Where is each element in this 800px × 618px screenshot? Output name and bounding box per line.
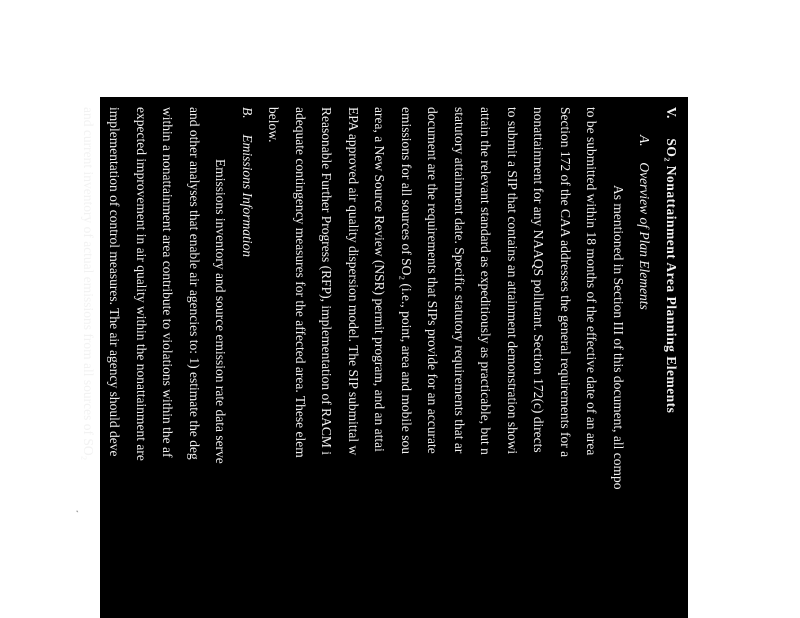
para2-line: and current inventory of actual emissions from all sources of SO₂ [81,107,96,461]
margin-mark: ’ [74,508,84,516]
subsection-b-letter: B. [240,107,255,119]
subsection-a-title: Overview of Plan Elements [637,162,653,310]
document-page [81,97,688,618]
subsection-a-letter: A. [637,135,653,147]
para1-line: Section 172 of the CAA addresses the general requirements for a [558,107,573,458]
section-heading [658,97,685,618]
para1-line: below. [266,107,282,143]
para1-line: area, a New Source Review (NSR) permit program, and an attai [372,107,388,452]
para1-line: emissions for all sources of SO₂ (i.e., point, area and mobile sou [399,107,414,455]
para1-line: document are the requirements that SIPs provide for an accurate [425,107,441,454]
para1-line: attain the relevant standard as expeditiously as practicable, but n [478,107,494,455]
section-number: V. [664,107,679,119]
para1-line: to be submitted within 18 months of the effective date of an area [584,107,600,456]
rotated-content [81,97,688,618]
para1-line: adequate contingency measures for the affected area. These elem [293,107,308,458]
para1-line: EPA approved air quality dispersion model. The SIP submittal w [346,107,361,456]
para2-line: within a nonattainment area contribute to violations within the af [160,107,176,458]
para1-line: Reasonable Further Progress (RFP), implementation of RACM i [319,107,335,455]
para2-line: Emissions inventory and source emission rate data serve [213,159,229,464]
para1-line: to submit a SIP that contains an attainment demonstration showi [505,107,520,455]
para1-line: As mentioned in Section III of this document, all compo [611,185,626,490]
subsection-b-title: Emissions Information [240,134,255,258]
para2-line: implementation of control measures. The air agency should deve [107,107,123,457]
subsection-a-heading [631,97,658,618]
para2-line: expected improvement in air quality within the nonattainment are [134,107,149,461]
para1-line: nonattainment for any NAAQS pollutant. Section 172(c) directs [531,107,547,453]
scanned-page [81,97,688,618]
section-title: SO₂ Nonattainment Area Planning Elements [664,138,679,414]
subsection-b-heading [234,97,261,618]
para2-line: and other analyses that enable air agencies to: 1) estimate the deg [187,107,202,460]
para1-line: statutory attainment date. Specific statutory requirements that ar [452,107,467,454]
